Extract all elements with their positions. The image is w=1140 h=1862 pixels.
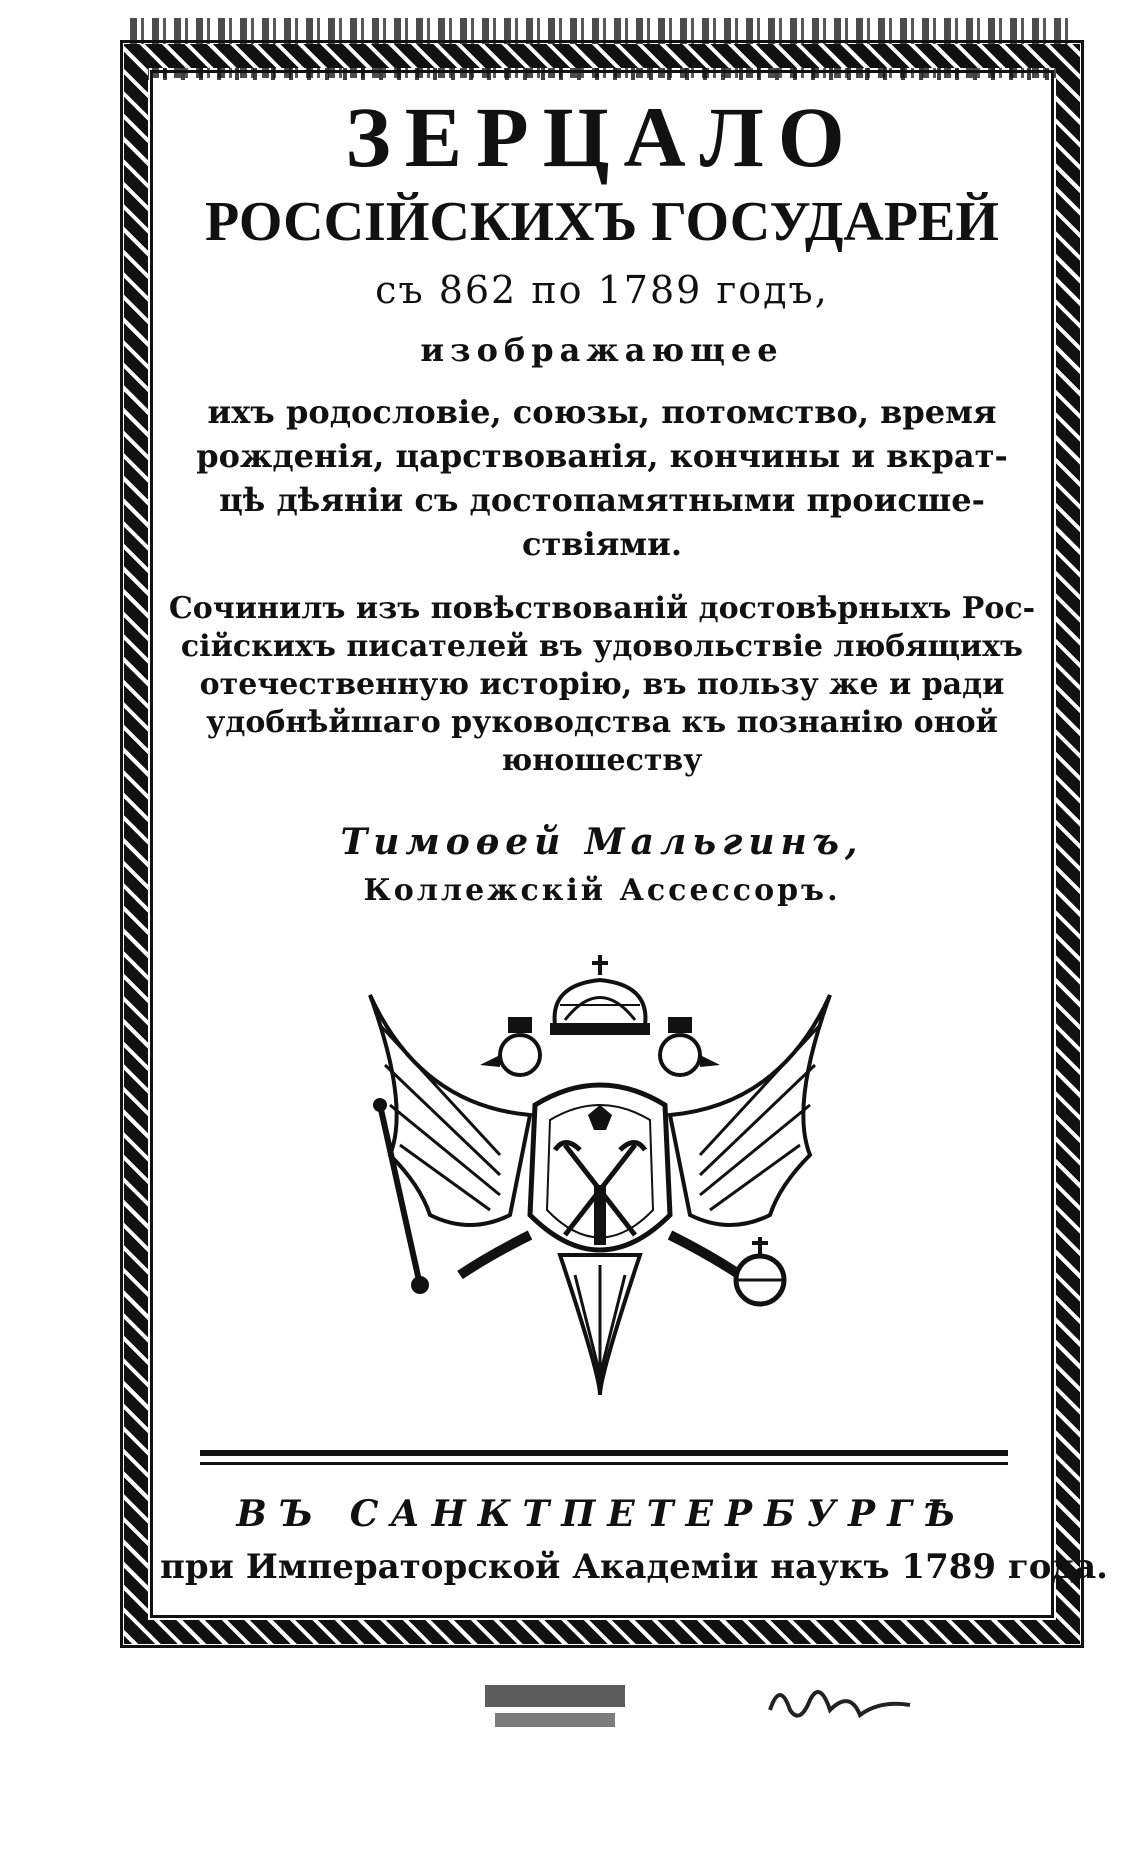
imprint-place: ВЪ САНКТПЕТЕРБУРГѢ	[236, 1493, 968, 1535]
book-subtitle: РОССІЙСКИХЪ ГОСУДАРЕЙ	[205, 191, 999, 253]
description-line: цѣ дѣяніи съ достопамятными происше-	[219, 481, 985, 519]
description-line: ствіями.	[521, 525, 682, 563]
imprint-publisher: при Императорской Академіи наукъ 1789 года.	[160, 1547, 1108, 1587]
description-line: ихъ родословіе, союзы, потомство, время	[207, 393, 997, 431]
depicting-word: изображающее	[420, 331, 784, 369]
orb-icon	[736, 1237, 784, 1304]
years-range: съ 862 по 1789 годъ,	[375, 268, 829, 312]
double-headed-eagle-icon	[360, 955, 840, 1415]
description-line: рожденія, царствованія, кончины и вкрат-	[196, 437, 1008, 475]
library-stamp	[480, 1680, 630, 1740]
composition-line: Сочинилъ изъ повѣствованій достовѣрныхъ Рос-	[168, 591, 1036, 626]
composition-note	[160, 590, 1044, 780]
author-name: Тимоѳей Мальгинъ,	[340, 821, 864, 863]
author-rank: Коллежскій Ассессоръ.	[363, 873, 841, 908]
crown-icon	[550, 955, 650, 1035]
double-rule-top	[200, 1450, 1008, 1456]
composition-line: юношеству	[501, 743, 703, 778]
double-rule-bottom	[200, 1462, 1008, 1465]
book-title: ЗЕРЦАЛО	[345, 89, 859, 185]
composition-line: сійскихъ писателей въ удовольствіе любящихъ	[180, 629, 1024, 664]
composition-line: отечественную исторію, въ пользу же и ради	[199, 667, 1005, 702]
description	[160, 390, 1044, 566]
handwritten-mark	[760, 1670, 920, 1730]
composition-line: удобнѣйшаго руководства къ познанію оной	[206, 705, 998, 740]
